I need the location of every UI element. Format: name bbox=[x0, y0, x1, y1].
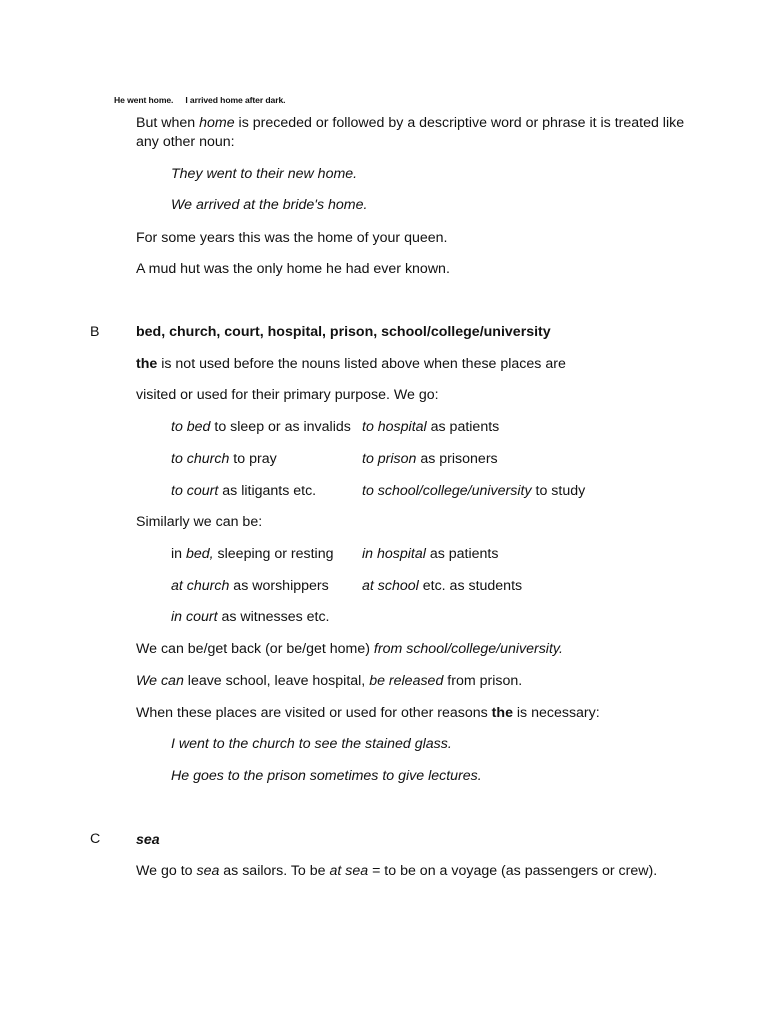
usage-purpose: sleeping or resting bbox=[213, 546, 334, 562]
usage-phrase: to prison bbox=[362, 451, 417, 467]
usage-purpose: as worshippers bbox=[229, 578, 329, 594]
usage-phrase: bed, bbox=[185, 546, 214, 562]
usage-row bbox=[171, 608, 330, 627]
usage-purpose: etc. as students bbox=[418, 578, 523, 594]
usage-row bbox=[171, 418, 671, 437]
usage-phrase: be released bbox=[369, 673, 444, 689]
usage-phrase: sea bbox=[196, 863, 220, 879]
usage-row bbox=[171, 482, 671, 501]
rule-text bbox=[136, 355, 566, 374]
section-letter-c: C bbox=[90, 831, 101, 847]
usage-purpose: as prisoners bbox=[416, 451, 498, 467]
usage-phrase: to court bbox=[171, 483, 219, 499]
rule-text: visited or used for their primary purpose. We go: bbox=[136, 387, 439, 403]
top-note bbox=[114, 91, 285, 110]
usage-phrase: at school bbox=[362, 578, 419, 594]
rule-text bbox=[136, 672, 522, 691]
article-emphasis: the bbox=[136, 356, 158, 372]
rule-text-body: When these places are visited or used for other reasons bbox=[136, 705, 492, 721]
usage-phrase: at sea bbox=[329, 863, 369, 879]
rule-text-body: We go to bbox=[136, 863, 197, 879]
usage-phrase: to bed bbox=[171, 419, 211, 435]
section-heading: sea bbox=[136, 832, 160, 848]
section-letter-b: B bbox=[90, 324, 100, 340]
rule-text-body: from prison. bbox=[443, 673, 523, 689]
article-emphasis: the bbox=[491, 705, 513, 721]
rule-text bbox=[136, 640, 563, 659]
usage-phrase: to school/college/university bbox=[362, 483, 532, 499]
usage-purpose: to study bbox=[531, 483, 586, 499]
rule-text bbox=[136, 862, 657, 881]
rule-text: Similarly we can be: bbox=[136, 514, 263, 530]
usage-phrase: in hospital bbox=[362, 546, 426, 562]
rule-text-body: is not used before the nouns listed above when these places are bbox=[157, 356, 566, 372]
section-heading: bed, church, court, hospital, prison, school/college/university bbox=[136, 324, 551, 340]
top-note-example-2: I arrived home after dark. bbox=[185, 95, 286, 105]
home-rule-paragraph bbox=[136, 114, 696, 152]
usage-phrase: from school/college/university. bbox=[373, 641, 563, 657]
paragraph-text: is preceded or followed by a descriptive word or phrase it is treated like any other noun: bbox=[136, 115, 685, 150]
usage-row bbox=[171, 450, 671, 469]
usage-phrase: to church bbox=[171, 451, 230, 467]
rule-text-body: is necessary: bbox=[512, 705, 600, 721]
example-sentence: He goes to the prison sometimes to give lectures. bbox=[171, 768, 482, 784]
sentence: For some years this was the home of your queen. bbox=[136, 230, 448, 246]
usage-row bbox=[171, 577, 671, 596]
usage-preposition: in bbox=[171, 546, 186, 562]
usage-purpose: to sleep or as invalids bbox=[210, 419, 351, 435]
usage-purpose: as witnesses etc. bbox=[217, 609, 330, 625]
rule-text-body: as sailors. To be bbox=[219, 863, 330, 879]
usage-phrase: at church bbox=[171, 578, 230, 594]
usage-purpose: as litigants etc. bbox=[218, 483, 317, 499]
rule-text-body: We can be/get back (or be/get home) bbox=[136, 641, 374, 657]
usage-purpose: as patients bbox=[425, 546, 499, 562]
example-sentence: We arrived at the bride's home. bbox=[171, 197, 368, 213]
usage-purpose: to pray bbox=[229, 451, 277, 467]
usage-purpose: as patients bbox=[426, 419, 500, 435]
rule-text bbox=[136, 704, 600, 723]
top-note-example-1: He went home. bbox=[114, 95, 174, 105]
rule-text-body: = to be on a voyage (as passengers or crew). bbox=[368, 863, 658, 879]
usage-phrase: in court bbox=[171, 609, 218, 625]
paragraph-text: But when bbox=[136, 115, 200, 131]
usage-phrase: We can bbox=[136, 673, 184, 689]
example-sentence: They went to their new home. bbox=[171, 166, 358, 182]
usage-row bbox=[171, 545, 671, 564]
paragraph-emphasis: home bbox=[199, 115, 235, 131]
rule-text-body: leave school, leave hospital, bbox=[183, 673, 370, 689]
usage-phrase: to hospital bbox=[362, 419, 427, 435]
sentence: A mud hut was the only home he had ever known. bbox=[136, 261, 450, 277]
example-sentence: I went to the church to see the stained glass. bbox=[171, 736, 452, 752]
